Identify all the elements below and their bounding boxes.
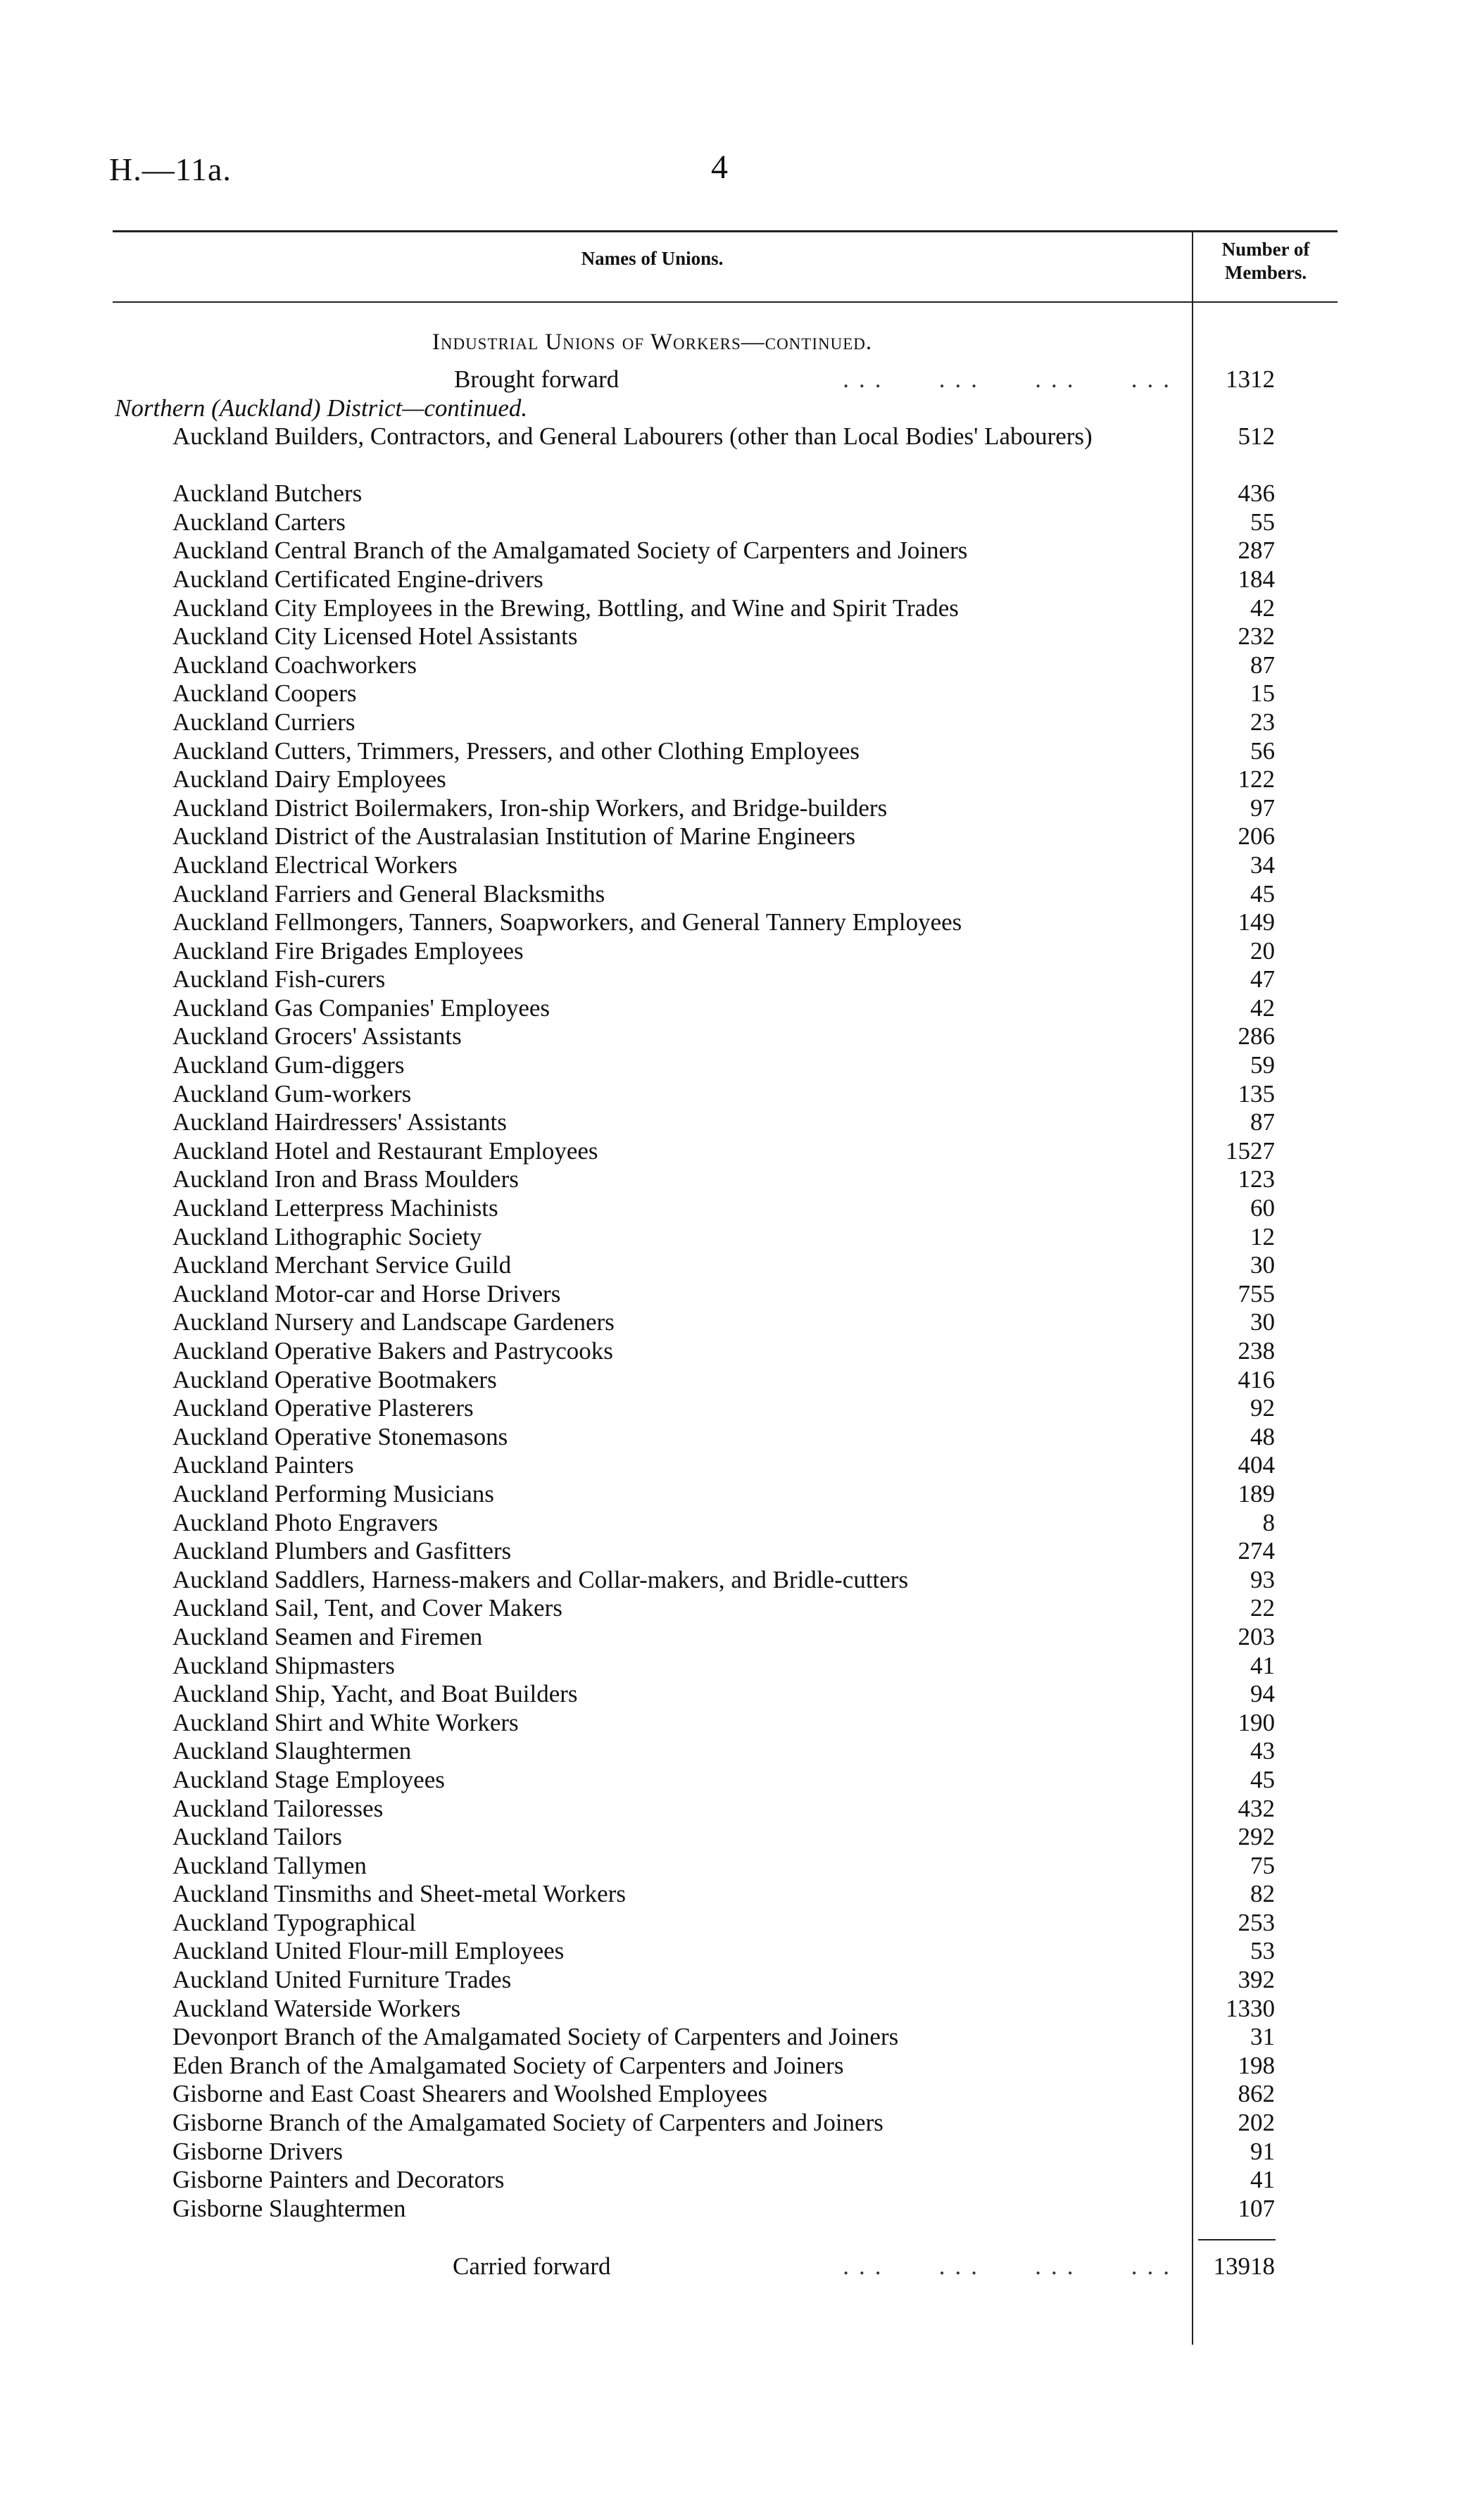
union-name: Auckland Stage Employees — [172, 1765, 445, 1793]
total-rule — [1198, 2239, 1276, 2240]
union-name: Auckland Operative Bakers and Pastrycooks — [172, 1337, 613, 1365]
union-name: Auckland Grocers' Assistants — [172, 1022, 462, 1051]
union-name: Gisborne Drivers — [172, 2137, 344, 2165]
union-members: 436 — [1238, 479, 1275, 508]
table-row — [0, 422, 1472, 479]
union-members: 42 — [1250, 993, 1275, 1022]
table-row — [0, 1451, 1472, 1480]
union-members: 1527 — [1226, 1136, 1275, 1165]
union-members: 862 — [1238, 2080, 1275, 2108]
union-members: 287 — [1238, 537, 1275, 565]
table-row — [0, 594, 1472, 623]
table-row — [0, 1223, 1472, 1252]
union-members: 59 — [1250, 1051, 1275, 1079]
union-name: Auckland Nursery and Landscape Gardeners — [172, 1308, 615, 1336]
union-members: 8 — [1262, 1508, 1275, 1536]
union-members: 12 — [1250, 1222, 1275, 1250]
table-row — [0, 1509, 1472, 1538]
table-row — [0, 1394, 1472, 1423]
table-row — [0, 1137, 1472, 1166]
table-row — [0, 1766, 1472, 1795]
union-name: Auckland City Licensed Hotel Assistants — [172, 622, 578, 651]
union-name: Auckland Coachworkers — [172, 651, 417, 679]
union-members: 432 — [1238, 1794, 1275, 1822]
union-name: Auckland Typographical — [172, 1908, 416, 1936]
table-row — [0, 2080, 1472, 2109]
district-heading-row — [0, 394, 1472, 423]
table-row — [0, 1680, 1472, 1709]
union-name: Auckland Fish-curers — [172, 965, 386, 993]
union-name: Auckland Painters — [172, 1451, 354, 1479]
table-row — [0, 737, 1472, 766]
table-row — [0, 1251, 1472, 1280]
column-header-names: Names of Unions. — [581, 248, 724, 269]
table-row — [0, 479, 1472, 508]
table-row — [0, 565, 1472, 594]
union-members: 189 — [1238, 1479, 1275, 1507]
table-row — [0, 794, 1472, 823]
carried-forward-row — [0, 2252, 1472, 2281]
table-row — [0, 1337, 1472, 1366]
table-row — [0, 1280, 1472, 1309]
union-name: Eden Branch of the Amalgamated Society of Carpenters and Joiners — [172, 2051, 844, 2079]
union-members: 87 — [1250, 651, 1275, 679]
union-name: Auckland Letterpress Machinists — [172, 1194, 498, 1222]
union-members: 41 — [1250, 2166, 1275, 2194]
table-row — [0, 1366, 1472, 1395]
union-name: Auckland Operative Bootmakers — [172, 1365, 497, 1393]
union-members: 123 — [1238, 1165, 1275, 1193]
union-members: 34 — [1250, 851, 1275, 879]
union-name: Auckland Cutters, Trimmers, Pressers, and other Clothing Employees — [172, 736, 860, 765]
table-row — [0, 1909, 1472, 1938]
union-members: 93 — [1250, 1565, 1275, 1593]
union-name: Auckland Curriers — [172, 708, 356, 736]
union-members: 253 — [1238, 1908, 1275, 1936]
table-row — [0, 1537, 1472, 1566]
table-row — [0, 622, 1472, 651]
union-name: Auckland Coopers — [172, 679, 357, 708]
union-members: 31 — [1250, 2023, 1275, 2051]
brought-forward-value: 1312 — [1226, 365, 1275, 393]
table-row — [0, 1594, 1472, 1623]
table-row — [0, 651, 1472, 680]
union-name: Auckland Slaughtermen — [172, 1737, 412, 1765]
union-name: Auckland Gum-workers — [172, 1079, 412, 1108]
table-row — [0, 1737, 1472, 1766]
union-members: 202 — [1238, 2109, 1275, 2137]
table-row — [0, 994, 1472, 1023]
union-members: 190 — [1238, 1708, 1275, 1736]
table-row — [0, 508, 1472, 537]
union-members: 30 — [1250, 1251, 1275, 1279]
brought-forward-label: Brought forward — [454, 365, 619, 393]
union-members: 97 — [1250, 794, 1275, 822]
table-row — [0, 1165, 1472, 1194]
union-table-body — [0, 365, 1472, 2223]
table-header-rule — [113, 301, 1338, 303]
union-members: 55 — [1250, 508, 1275, 536]
table-row — [0, 1423, 1472, 1452]
union-members: 392 — [1238, 1966, 1275, 1994]
union-members: 15 — [1250, 679, 1275, 708]
table-row — [0, 2138, 1472, 2167]
table-row — [0, 1852, 1472, 1881]
table-row — [0, 822, 1472, 851]
union-members: 47 — [1250, 965, 1275, 993]
union-members: 45 — [1250, 1765, 1275, 1793]
table-row — [0, 1080, 1472, 1109]
union-name: Auckland United Furniture Trades — [172, 1966, 512, 1994]
union-name: Gisborne Slaughtermen — [172, 2194, 406, 2222]
union-name: Auckland Waterside Workers — [172, 1994, 461, 2022]
dot-leader: ... ... ... ... — [843, 2252, 1179, 2280]
union-name: Auckland Fire Brigades Employees — [172, 936, 524, 965]
union-members: 53 — [1250, 1937, 1275, 1965]
table-row — [0, 1966, 1472, 1995]
table-row — [0, 2023, 1472, 2052]
union-name: Auckland Sail, Tent, and Cover Makers — [172, 1594, 562, 1622]
table-row — [0, 2195, 1472, 2224]
union-name: Auckland Operative Plasterers — [172, 1394, 474, 1422]
table-row — [0, 965, 1472, 994]
union-members: 20 — [1250, 936, 1275, 965]
table-row — [0, 1880, 1472, 1909]
union-members: 91 — [1250, 2137, 1275, 2165]
union-name: Auckland Shirt and White Workers — [172, 1708, 519, 1736]
table-row — [0, 1823, 1472, 1852]
district-heading: Northern (Auckland) District—continued. — [115, 394, 528, 422]
table-row — [0, 2052, 1472, 2081]
union-members: 41 — [1250, 1651, 1275, 1679]
union-name: Devonport Branch of the Amalgamated Society of Carpenters and Joiners — [172, 2023, 899, 2051]
union-members: 238 — [1238, 1337, 1275, 1365]
union-members: 82 — [1250, 1880, 1275, 1908]
union-name: Auckland Central Branch of the Amalgamated Society of Carpenters and Joiners — [172, 537, 968, 565]
table-row — [0, 1480, 1472, 1509]
union-name: Auckland Hotel and Restaurant Employees — [172, 1136, 598, 1165]
union-name: Auckland Motor-car and Horse Drivers — [172, 1279, 561, 1308]
union-members: 48 — [1250, 1422, 1275, 1450]
table-row — [0, 679, 1472, 708]
union-members: 122 — [1238, 765, 1275, 794]
union-members: 512 — [1238, 422, 1275, 451]
union-members: 22 — [1250, 1594, 1275, 1622]
union-name: Auckland City Employees in the Brewing, Bottling, and Wine and Spirit Trades — [172, 594, 959, 622]
union-name: Auckland District Boilermakers, Iron-ship Workers, and Bridge-builders — [172, 794, 888, 822]
union-name: Auckland Lithographic Society — [172, 1222, 482, 1250]
union-members: 1330 — [1226, 1994, 1275, 2022]
table-row — [0, 1652, 1472, 1681]
union-members: 292 — [1238, 1823, 1275, 1851]
table-row — [0, 1623, 1472, 1652]
table-row — [0, 880, 1472, 909]
table-row — [0, 537, 1472, 565]
table-row — [0, 1709, 1472, 1738]
table-row — [0, 1308, 1472, 1337]
table-row — [0, 1194, 1472, 1223]
table-row — [0, 851, 1472, 880]
union-name: Gisborne Branch of the Amalgamated Society of Carpenters and Joiners — [172, 2109, 883, 2137]
union-name: Auckland Merchant Service Guild — [172, 1251, 512, 1279]
table-row — [0, 1937, 1472, 1966]
union-name: Auckland Photo Engravers — [172, 1508, 439, 1536]
union-members: 87 — [1250, 1108, 1275, 1136]
union-members: 92 — [1250, 1394, 1275, 1422]
union-name: Auckland Tailoresses — [172, 1794, 384, 1822]
union-members: 206 — [1238, 822, 1275, 851]
union-name: Auckland Carters — [172, 508, 346, 536]
table-row — [0, 2109, 1472, 2138]
union-members: 184 — [1238, 565, 1275, 593]
union-members: 23 — [1250, 708, 1275, 736]
union-members: 416 — [1238, 1365, 1275, 1393]
page-number: 4 — [711, 149, 728, 186]
union-name: Auckland Gas Companies' Employees — [172, 993, 551, 1022]
union-members: 107 — [1238, 2194, 1275, 2222]
table-row — [0, 937, 1472, 966]
union-members: 60 — [1250, 1194, 1275, 1222]
union-members: 42 — [1250, 594, 1275, 622]
table-row — [0, 1022, 1472, 1051]
union-name: Auckland Ship, Yacht, and Boat Builders — [172, 1680, 578, 1708]
union-members: 232 — [1238, 622, 1275, 651]
union-name: Auckland Tallymen — [172, 1851, 367, 1879]
union-name: Auckland Farriers and General Blacksmiths — [172, 879, 605, 908]
table-top-rule — [113, 230, 1338, 232]
union-name: Auckland Operative Stonemasons — [172, 1422, 508, 1450]
union-name: Auckland Saddlers, Harness-makers and Collar-makers, and Bridle-cutters — [172, 1565, 909, 1593]
union-name: Auckland Butchers — [172, 479, 363, 508]
union-members: 45 — [1250, 879, 1275, 908]
union-name: Auckland United Flour-mill Employees — [172, 1937, 565, 1965]
union-name: Auckland Performing Musicians — [172, 1479, 494, 1507]
union-name: Auckland Electrical Workers — [172, 851, 458, 879]
union-name: Auckland Dairy Employees — [172, 765, 446, 794]
union-members: 75 — [1250, 1851, 1275, 1879]
brought-forward-row — [0, 365, 1472, 394]
union-name: Auckland Shipmasters — [172, 1651, 395, 1679]
union-members: 404 — [1238, 1451, 1275, 1479]
table-row — [0, 1108, 1472, 1137]
union-name: Auckland Seamen and Firemen — [172, 1622, 483, 1650]
union-members: 274 — [1238, 1537, 1275, 1565]
table-row — [0, 1566, 1472, 1595]
union-name: Auckland District of the Australasian Institution of Marine Engineers — [172, 822, 856, 851]
union-members: 43 — [1250, 1737, 1275, 1765]
union-name: Auckland Certificated Engine-drivers — [172, 565, 543, 593]
union-name: Gisborne and East Coast Shearers and Woolshed Employees — [172, 2080, 768, 2108]
document-reference: H.—11a. — [109, 151, 232, 187]
union-members: 135 — [1238, 1079, 1275, 1108]
dot-leader: ... ... ... ... — [843, 365, 1179, 393]
carried-forward-label: Carried forward — [453, 2252, 611, 2280]
union-name: Auckland Tailors — [172, 1823, 342, 1851]
union-name: Auckland Fellmongers, Tanners, Soapworkers, and General Tannery Employees — [172, 908, 962, 936]
union-name: Auckland Gum-diggers — [172, 1051, 405, 1079]
table-row — [0, 765, 1472, 794]
carried-forward-value: 13918 — [1213, 2252, 1275, 2280]
union-members: 755 — [1238, 1279, 1275, 1308]
union-name: Auckland Iron and Brass Moulders — [172, 1165, 519, 1193]
union-name: Auckland Tinsmiths and Sheet-metal Workers — [172, 1880, 626, 1908]
table-row — [0, 708, 1472, 737]
table-row — [0, 1051, 1472, 1080]
union-members: 286 — [1238, 1022, 1275, 1051]
table-row — [0, 1995, 1472, 2024]
union-members: 30 — [1250, 1308, 1275, 1336]
union-name: Gisborne Painters and Decorators — [172, 2166, 505, 2194]
table-row — [0, 1795, 1472, 1824]
union-name: Auckland Plumbers and Gasfitters — [172, 1537, 512, 1565]
column-header-members: Number of Members. — [1221, 239, 1310, 283]
union-name: Auckland Builders, Contractors, and General Labourers (other than Local Bodies' Labourers) — [172, 422, 1093, 451]
table-row — [0, 908, 1472, 937]
section-title: Industrial Unions of Workers—continued. — [432, 330, 873, 355]
union-name: Auckland Hairdressers' Assistants — [172, 1108, 507, 1136]
union-members: 198 — [1238, 2051, 1275, 2079]
union-members: 56 — [1250, 736, 1275, 765]
table-row — [0, 2166, 1472, 2195]
union-members: 203 — [1238, 1622, 1275, 1650]
union-members: 149 — [1238, 908, 1275, 936]
union-members: 94 — [1250, 1680, 1275, 1708]
